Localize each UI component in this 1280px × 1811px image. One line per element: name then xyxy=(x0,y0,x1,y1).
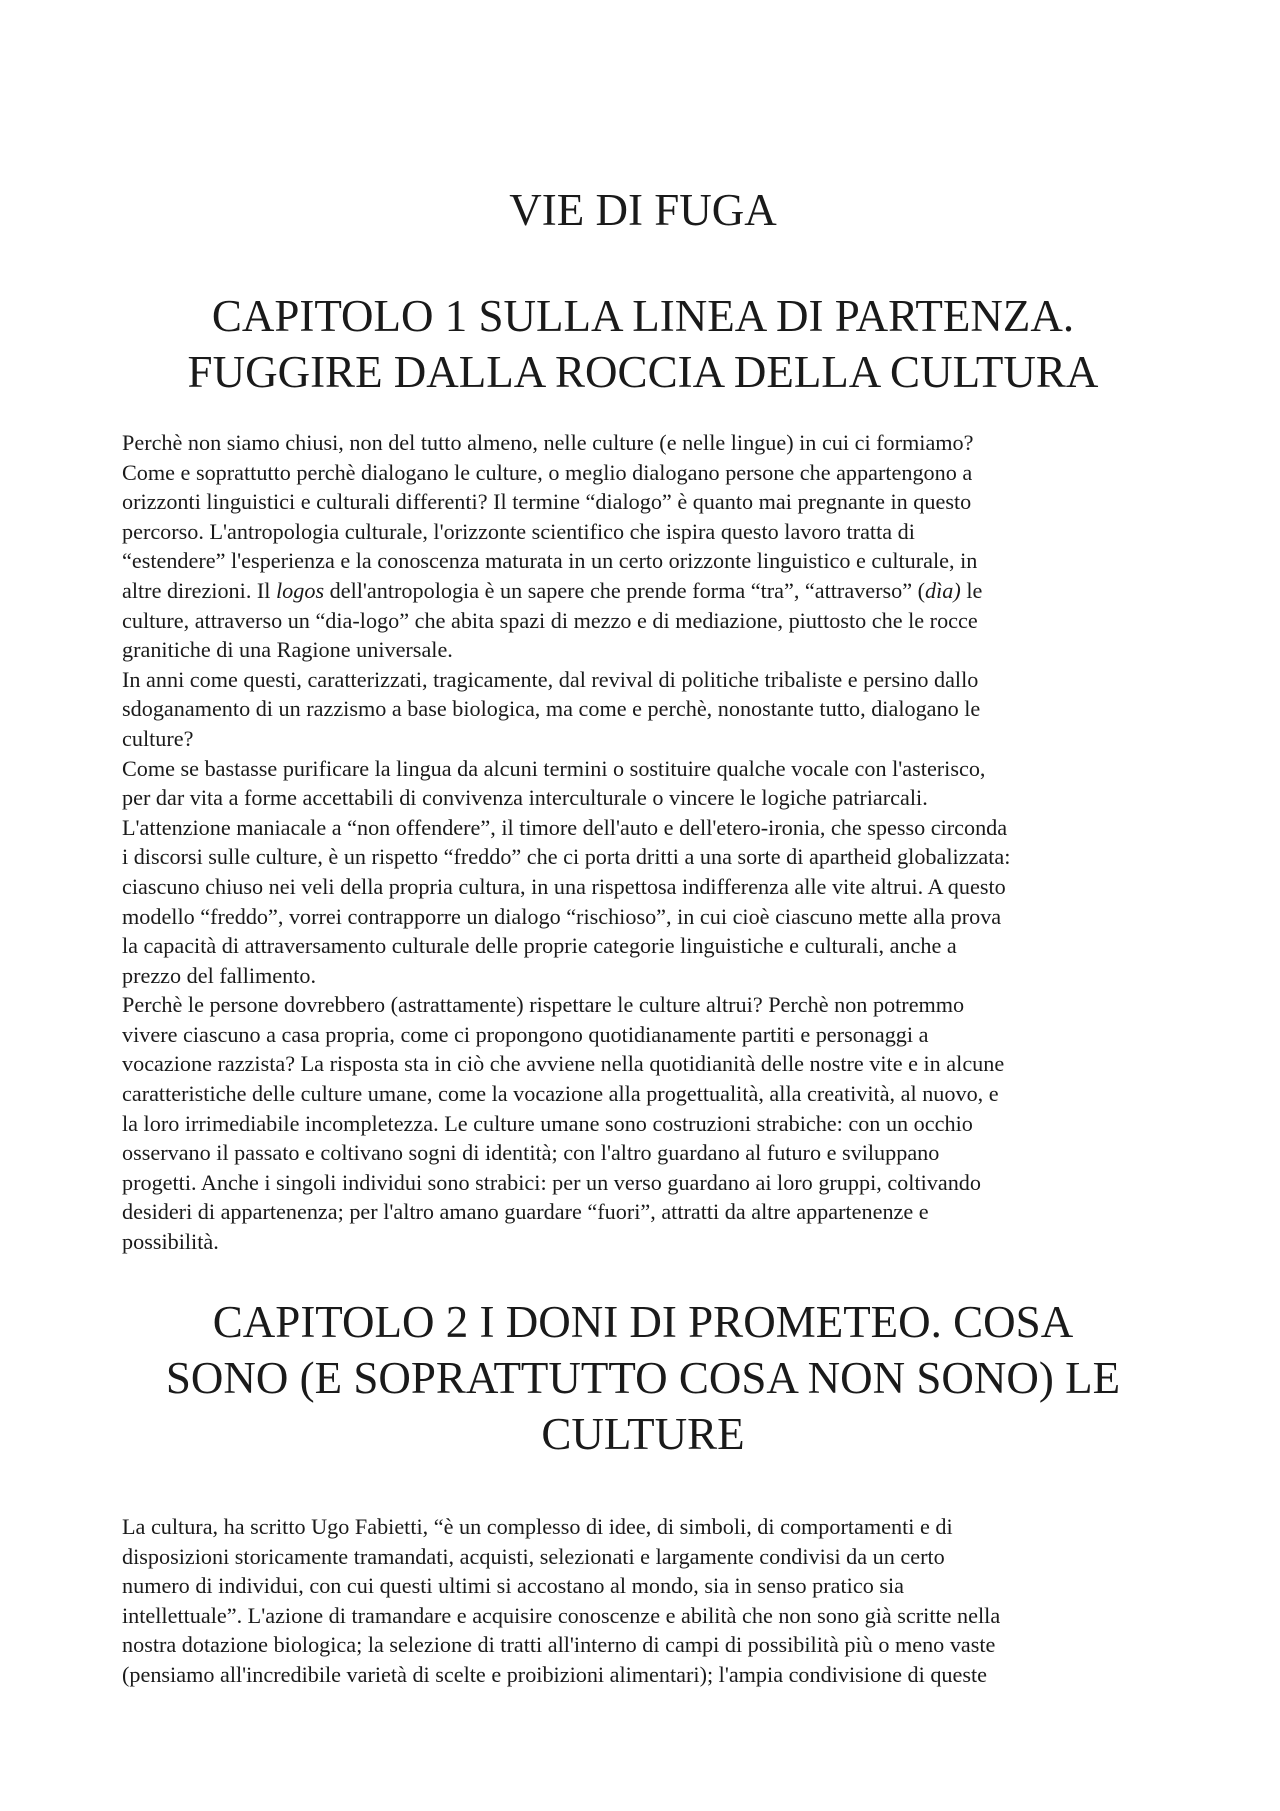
text-line: ciascuno chiuso nei veli della propria cultura, in una rispettosa indifferenza alle vite altrui. A questo xyxy=(122,873,1006,899)
text-line: percorso. L'antropologia culturale, l'orizzonte scientifico che ispira questo lavoro tratta di xyxy=(122,518,915,544)
text-run: altre direzioni. Il xyxy=(122,577,277,603)
text-line: progetti. Anche i singoli individui sono strabici: per un verso guardano ai loro gruppi, coltivando xyxy=(122,1169,981,1195)
text-line: L'attenzione maniacale a “non offendere”, il timore dell'auto e dell'etero-ironia, che spesso circonda xyxy=(122,814,1008,840)
chapter-1-body xyxy=(122,428,1168,1257)
text-line: desideri di appartenenza; per l'altro amano guardare “fuori”, attratti da altre appartenenze e xyxy=(122,1199,929,1225)
text-line: numero di individui, con cui questi ultimi si accostano al mondo, sia in senso pratico sia xyxy=(122,1573,904,1599)
italic-term-dia: dìa) xyxy=(925,577,961,603)
text-line: osservano il passato e coltivano sogni di identità; con l'altro guardano al futuro e sviluppano xyxy=(122,1140,940,1166)
document-title: VIE DI FUGA xyxy=(509,185,777,235)
text-line: la loro irrimediabile incompletezza. Le culture umane sono costruzioni strabiche: con un occhio xyxy=(122,1110,973,1136)
chapter-2-heading-line: SONO (E SOPRATTUTTO COSA NON SONO) LE xyxy=(165,1353,1121,1403)
chapter-2-heading xyxy=(120,1294,1166,1462)
chapter-2-heading-line: CULTURE xyxy=(541,1409,745,1459)
text-line: (pensiamo all'incredibile varietà di scelte e proibizioni alimentari); l'ampia condivisione di queste xyxy=(122,1661,988,1687)
text-line: modello “freddo”, vorrei contrapporre un dialogo “rischioso”, in cui cioè ciascuno mette alla prova xyxy=(122,903,1002,929)
text-line: Perchè non siamo chiusi, non del tutto almeno, nelle culture (e nelle lingue) in cui ci formiamo? xyxy=(122,430,974,455)
text-line: sdoganamento di un razzismo a base biologica, ma come e perchè, nonostante tutto, dialogano le xyxy=(122,696,981,722)
text-line-with-italics xyxy=(122,576,1168,606)
text-line: vocazione razzista? La risposta sta in ciò che avviene nella quotidianità delle nostre vite e in alcune xyxy=(122,1051,1005,1077)
text-line: In anni come questi, caratterizzati, tragicamente, dal revival di politiche tribaliste e persino dallo xyxy=(122,666,979,692)
text-line: granitiche di una Ragione universale. xyxy=(122,637,453,663)
italic-term-logos: logos xyxy=(276,577,325,603)
text-line: possibilità. xyxy=(122,1229,219,1255)
text-line: prezzo del fallimento. xyxy=(122,962,317,988)
chapter-2-body xyxy=(122,1512,1168,1690)
text-line: orizzonti linguistici e culturali differenti? Il termine “dialogo” è quanto mai pregnante in questo xyxy=(122,489,972,515)
text-line: culture? xyxy=(122,725,194,751)
text-line: nostra dotazione biologica; la selezione di tratti all'interno di campi di possibilità più o meno vaste xyxy=(122,1632,996,1658)
text-line: caratteristiche delle culture umane, come la vocazione alla progettualità, alla creatività, al nuovo, e xyxy=(122,1081,999,1107)
text-line: “estendere” l'esperienza e la conoscenza maturata in un certo orizzonte linguistico e culturale, in xyxy=(122,548,978,574)
text-line: vivere ciascuno a casa propria, come ci propongono quotidianamente partiti e personaggi a xyxy=(122,1021,929,1047)
text-line: per dar vita a forme accettabili di convivenza interculturale o vincere le logiche patriarcali. xyxy=(122,785,928,811)
text-line: La cultura, ha scritto Ugo Fabietti, “è un complesso di idee, di simboli, di comportamenti e di xyxy=(122,1514,953,1539)
text-run: dell'antropologia è un sapere che prende forma “tra”, “attraverso” ( xyxy=(324,577,926,603)
text-line: Come se bastasse purificare la lingua da alcuni termini o sostituire qualche vocale con l'asterisco, xyxy=(122,755,986,781)
text-line: disposizioni storicamente tramandati, acquisti, selezionati e largamente condivisi da un certo xyxy=(122,1543,945,1569)
chapter-2-heading-line: CAPITOLO 2 I DONI DI PROMETEO. COSA xyxy=(212,1297,1074,1347)
text-line: intellettuale”. L'azione di tramandare e acquisire conoscenze e abilità che non sono già scritte nella xyxy=(122,1602,1001,1628)
chapter-1-heading xyxy=(120,288,1166,400)
chapter-1-heading-line: FUGGIRE DALLA ROCCIA DELLA CULTURA xyxy=(187,347,1099,397)
text-line: Come e soprattutto perchè dialogano le culture, o meglio dialogano persone che appartengono a xyxy=(122,459,973,485)
text-line: i discorsi sulle culture, è un rispetto “freddo” che ci porta dritti a una sorte di apartheid globalizzata: xyxy=(122,844,1011,870)
text-run: le xyxy=(960,577,983,603)
text-line: Perchè le persone dovrebbero (astrattamente) rispettare le culture altrui? Perchè non potremmo xyxy=(122,992,965,1018)
text-line: la capacità di attraversamento culturale delle proprie categorie linguistiche e culturali, anche a xyxy=(122,933,957,959)
chapter-1-heading-line: CAPITOLO 1 SULLA LINEA DI PARTENZA. xyxy=(211,291,1075,341)
text-line: culture, attraverso un “dia-logo” che abita spazi di mezzo e di mediazione, piuttosto che le rocce xyxy=(122,607,978,633)
